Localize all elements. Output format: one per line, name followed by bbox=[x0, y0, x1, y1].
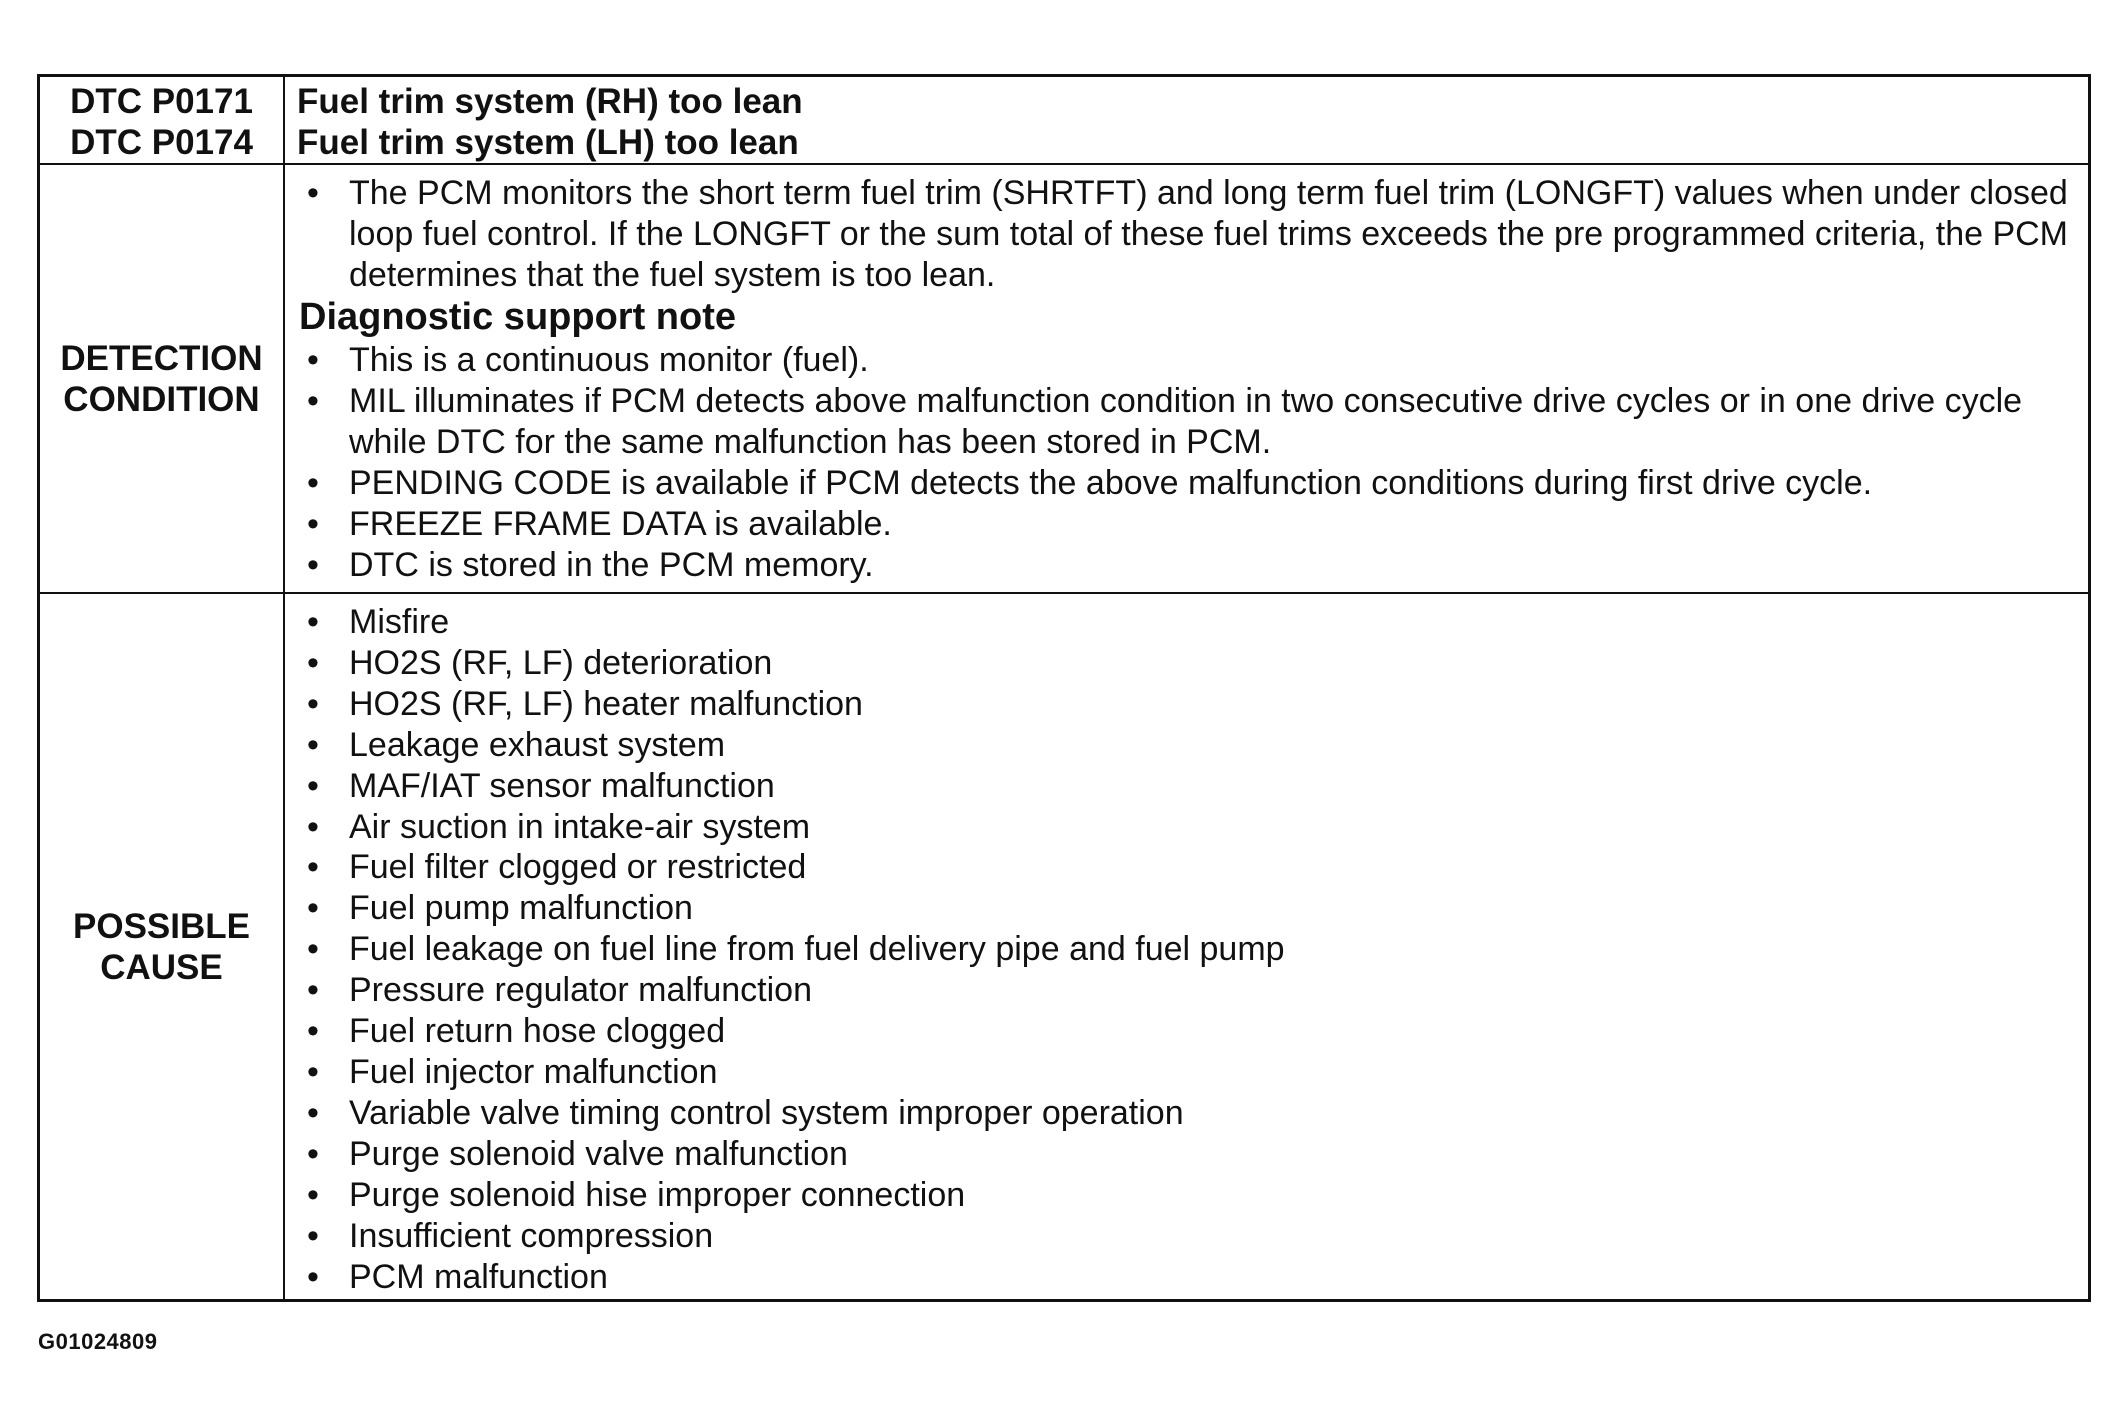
bullet-icon: • bbox=[307, 174, 319, 212]
list-item-text: MAF/IAT sensor malfunction bbox=[349, 766, 775, 805]
list-item bbox=[299, 643, 2068, 684]
bullet-icon: • bbox=[307, 766, 319, 805]
list-item-text: Variable valve timing control system improper operation bbox=[349, 1093, 1184, 1132]
list-item-text: HO2S (RF, LF) heater malfunction bbox=[349, 684, 863, 723]
list-item bbox=[299, 807, 2068, 848]
list-item bbox=[299, 1134, 2068, 1175]
list-item-text: HO2S (RF, LF) deterioration bbox=[349, 643, 773, 682]
list-item-text: FREEZE FRAME DATA is available. bbox=[349, 505, 892, 543]
list-item bbox=[299, 1175, 2068, 1216]
list-item bbox=[299, 847, 2068, 888]
figure-id: G01024809 bbox=[38, 1329, 158, 1354]
dtc-code-cell bbox=[40, 77, 285, 165]
list-item bbox=[299, 929, 2068, 970]
list-item-text: Fuel filter clogged or restricted bbox=[349, 848, 807, 887]
bullet-icon: • bbox=[307, 505, 319, 543]
bullet-icon: • bbox=[307, 1052, 319, 1091]
list-item bbox=[299, 173, 2068, 296]
list-item-text: MIL illuminates if PCM detects above malfunction condition in two consecutive drive cycles or in one drive cycle while DTC for the same malfunction has been stored in PCM. bbox=[349, 382, 2023, 461]
bullet-icon: • bbox=[307, 1134, 319, 1173]
list-item bbox=[299, 463, 2068, 504]
bullet-icon: • bbox=[307, 684, 319, 723]
diagnostic-support-note-heading: Diagnostic support note bbox=[299, 296, 736, 338]
dtc-code: DTC P0171 bbox=[70, 82, 253, 121]
list-item bbox=[299, 504, 2068, 545]
bullet-icon: • bbox=[307, 603, 319, 641]
bullet-icon: • bbox=[307, 848, 319, 887]
detection-intro-list bbox=[299, 173, 2068, 296]
possible-label: POSSIBLE bbox=[73, 906, 250, 946]
list-item bbox=[299, 684, 2068, 725]
list-item bbox=[299, 381, 2068, 463]
detection-label: DETECTION bbox=[60, 338, 263, 378]
bullet-icon: • bbox=[307, 807, 319, 846]
bullet-icon: • bbox=[307, 725, 319, 764]
bullet-icon: • bbox=[307, 1216, 319, 1255]
list-item-text: This is a continuous monitor (fuel). bbox=[349, 341, 869, 379]
list-item-text: Fuel return hose clogged bbox=[349, 1012, 726, 1051]
dtc-code: DTC P0174 bbox=[70, 123, 253, 162]
bullet-icon: • bbox=[307, 1175, 319, 1214]
list-item-text: The PCM monitors the short term fuel trim (SHRTFT) and long term fuel trim (LONGFT) values when under closed loop fuel control. If the LONGFT or the sum total of these fuel trims exceeds the pre programmed criteria, the PCM determines that the fuel system is too lean. bbox=[349, 174, 2069, 294]
bullet-icon: • bbox=[307, 382, 319, 420]
list-item bbox=[299, 1216, 2068, 1257]
list-item bbox=[299, 602, 2068, 643]
bullet-icon: • bbox=[307, 341, 319, 379]
cause-label: CAUSE bbox=[100, 947, 223, 987]
list-item-text: Purge solenoid hise improper connection bbox=[349, 1175, 966, 1214]
list-item bbox=[299, 1093, 2068, 1134]
bullet-icon: • bbox=[307, 1257, 319, 1296]
list-item bbox=[299, 970, 2068, 1011]
list-item-text: Fuel injector malfunction bbox=[349, 1052, 718, 1091]
bullet-icon: • bbox=[307, 1012, 319, 1051]
list-item bbox=[299, 1257, 2068, 1298]
condition-label: CONDITION bbox=[63, 379, 260, 419]
detection-condition-label-cell bbox=[40, 165, 285, 594]
list-item-text: PENDING CODE is available if PCM detects the above malfunction conditions during first drive cycle. bbox=[349, 464, 1873, 502]
list-item bbox=[299, 888, 2068, 929]
list-item-text: Air suction in intake-air system bbox=[349, 807, 811, 846]
list-item-text: Misfire bbox=[349, 603, 450, 641]
list-item bbox=[299, 766, 2068, 807]
bullet-icon: • bbox=[307, 971, 319, 1010]
list-item bbox=[299, 545, 2068, 586]
dtc-description: Fuel trim system (LH) too lean bbox=[297, 123, 799, 162]
list-item-text: PCM malfunction bbox=[349, 1257, 608, 1296]
bullet-icon: • bbox=[307, 643, 319, 682]
diagnostic-note-list bbox=[299, 340, 2068, 586]
list-item-text: DTC is stored in the PCM memory. bbox=[349, 546, 874, 584]
list-item-text: Fuel pump malfunction bbox=[349, 889, 693, 928]
bullet-icon: • bbox=[307, 546, 319, 584]
list-item-text: Insufficient compression bbox=[349, 1216, 714, 1255]
list-item bbox=[299, 340, 2068, 381]
dtc-description: Fuel trim system (RH) too lean bbox=[297, 82, 803, 121]
list-item bbox=[299, 1052, 2068, 1093]
possible-cause-list bbox=[299, 602, 2068, 1297]
dtc-table bbox=[37, 74, 2091, 1302]
detection-condition-content bbox=[285, 165, 2088, 594]
list-item-text: Leakage exhaust system bbox=[349, 725, 726, 764]
list-item bbox=[299, 725, 2068, 766]
list-item-text: Purge solenoid valve malfunction bbox=[349, 1134, 848, 1173]
possible-cause-label-cell bbox=[40, 594, 285, 1299]
bullet-icon: • bbox=[307, 889, 319, 928]
possible-cause-content bbox=[285, 594, 2088, 1299]
list-item-text: Pressure regulator malfunction bbox=[349, 971, 813, 1010]
dtc-description-cell bbox=[285, 77, 2088, 165]
list-item bbox=[299, 1011, 2068, 1052]
list-item-text: Fuel leakage on fuel line from fuel delivery pipe and fuel pump bbox=[349, 930, 1285, 969]
bullet-icon: • bbox=[307, 464, 319, 502]
bullet-icon: • bbox=[307, 930, 319, 969]
bullet-icon: • bbox=[307, 1093, 319, 1132]
